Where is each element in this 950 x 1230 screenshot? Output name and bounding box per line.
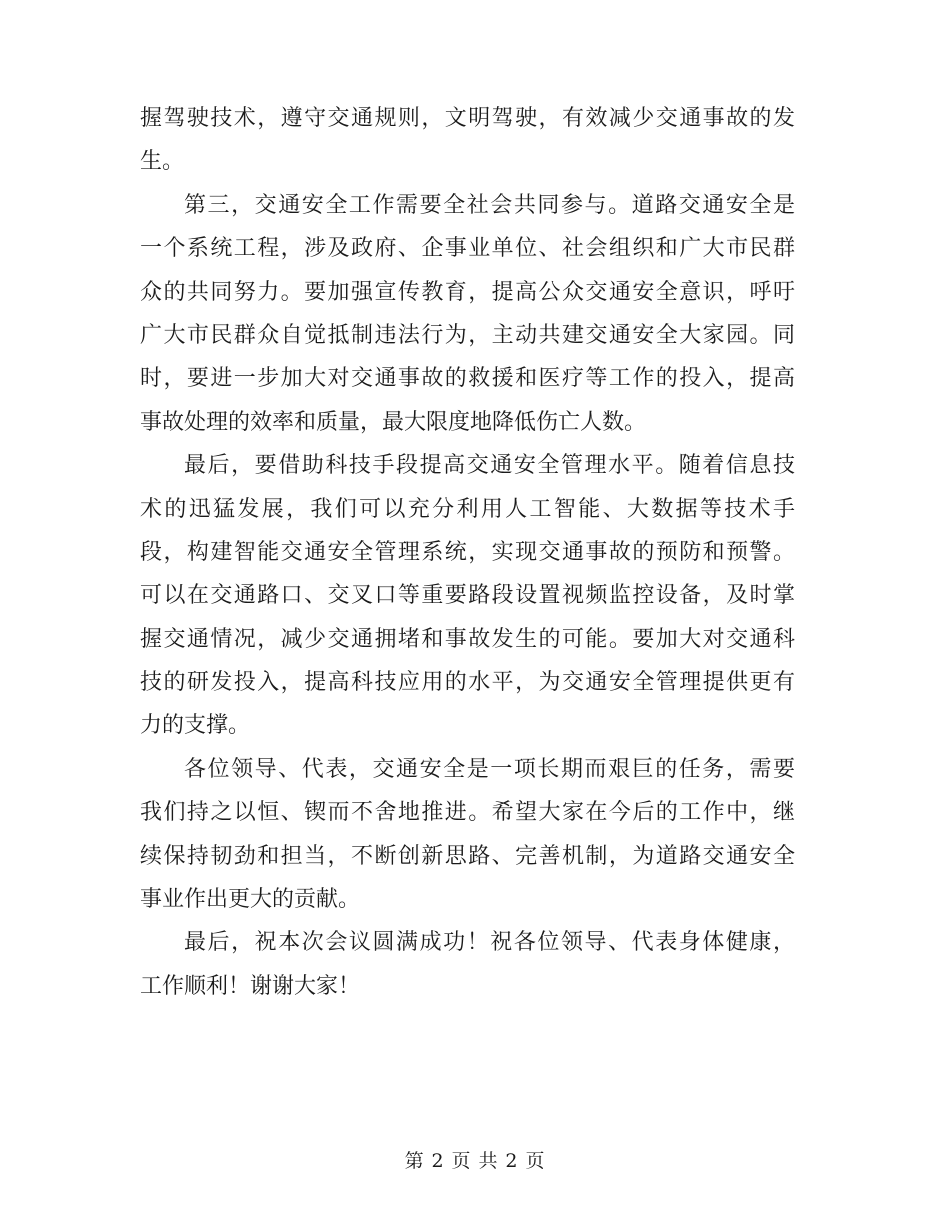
- paragraph: [140, 184, 795, 444]
- text-line: 各位领导、代表，交通安全是一项长期而艰巨的任务，需要: [184, 756, 795, 782]
- text-line: 时，要进一步加大对交通事故的救援和医疗等工作的投入，提高: [140, 366, 795, 392]
- text-line: 最后，要借助科技手段提高交通安全管理水平。随着信息技: [184, 453, 795, 479]
- text-line: 技的研发投入，提高科技应用的水平，为交通安全管理提供更有: [140, 670, 795, 696]
- text-line: 广大市民群众自觉抵制违法行为，主动共建交通安全大家园。同: [140, 322, 795, 348]
- text-line: 事业作出更大的贡献。: [140, 887, 361, 913]
- text-line: 生。: [140, 149, 185, 175]
- text-line: 事故处理的效率和质量，最大限度地降低伤亡人数。: [140, 409, 647, 435]
- text-line: 可以在交通路口、交叉口等重要路段设置视频监控设备，及时掌: [140, 583, 795, 609]
- paragraph: [140, 444, 795, 748]
- text-line: 众的共同努力。要加强宣传教育，提高公众交通安全意识，呼吁: [140, 279, 795, 305]
- text-line: 握交通情况，减少交通拥堵和事故发生的可能。要加大对交通科: [140, 626, 795, 652]
- text-line: 握驾驶技术，遵守交通规则，文明驾驶，有效减少交通事故的发: [140, 106, 795, 131]
- paragraph: [140, 921, 795, 1008]
- text-line: 最后，祝本次会议圆满成功！祝各位领导、代表身体健康，: [184, 930, 795, 956]
- page-footer: 第 2 页 共 2 页: [404, 1150, 546, 1172]
- text-line: 段，构建智能交通安全管理系统，实现交通事故的预防和预警。: [140, 539, 795, 565]
- text-line: 术的迅猛发展，我们可以充分利用人工智能、大数据等技术手: [140, 496, 795, 522]
- document-body: [140, 97, 795, 1008]
- text-line: 第三，交通安全工作需要全社会共同参与。道路交通安全是: [184, 192, 795, 218]
- text-line: 续保持韧劲和担当，不断创新思路、完善机制，为道路交通安全: [140, 843, 795, 869]
- text-line: 我们持之以恒、锲而不舍地推进。希望大家在今后的工作中，继: [140, 800, 795, 826]
- paragraph: [140, 748, 795, 922]
- text-line: 一个系统工程，涉及政府、企事业单位、社会组织和广大市民群: [140, 236, 795, 262]
- text-line: 力的支撑。: [140, 713, 251, 739]
- paragraph: [140, 97, 795, 184]
- text-line: 工作顺利！谢谢大家！: [140, 973, 361, 999]
